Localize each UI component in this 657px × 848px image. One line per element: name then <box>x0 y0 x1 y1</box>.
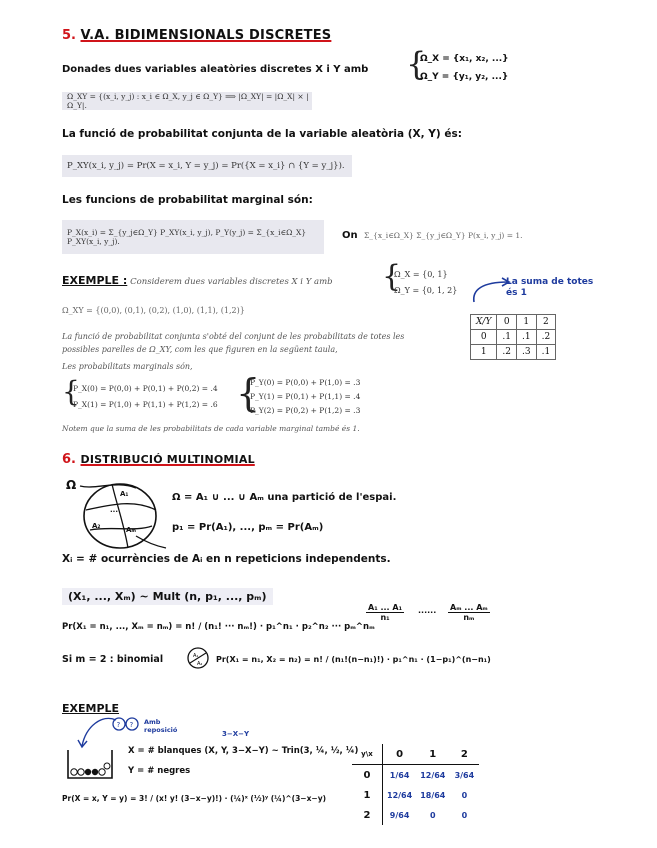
joint-prob-table <box>470 314 556 360</box>
marginal-box: P_X(x_i) = Σ_{y_j∈Ω_Y} P_XY(x_i, y_j), P_Y(y_j) = Σ_{x_i∈Ω_X} P_XY(x_i, y_j). <box>62 220 324 254</box>
binomial-sketch-icon <box>186 646 210 670</box>
table-cell: .1 <box>516 330 536 345</box>
table-row-label: 2 <box>352 805 383 825</box>
table-cell: .2 <box>497 345 517 360</box>
table-cell: 3/64 <box>454 770 475 780</box>
multinomial-pmf: Pr(X₁ = n₁, ..., Xₘ = nₘ) = n! / (n₁! ··· nₘ!) · p₁^n₁ · p₂^n₂ ··· pₘ^nₘ <box>62 622 375 632</box>
perm-dots: ...... <box>418 606 437 615</box>
marginal-title: Les funcions de probabilitat marginal són: <box>62 194 313 206</box>
paragraph-3: Notem que la suma de les probabilitats de cada variable marginal també és 1. <box>62 424 360 433</box>
exemple-line <box>62 274 333 287</box>
brace-line-2: Ω_Y = {y₁, y₂, ...} <box>420 72 509 82</box>
xi-definition: Xᵢ = # ocurrències de Aᵢ en n repeticions independents. <box>62 553 391 565</box>
marg-x-1: P_X(0) = P(0,0) + P(0,1) + P(0,2) = .4 <box>73 384 218 393</box>
marg-x-brace: { <box>62 375 80 408</box>
on-sum: Σ_{x_i∈Ω_X} Σ_{y_j∈Ω_Y} P(x_i, y_j) = 1. <box>364 231 523 240</box>
table-cell: 0 <box>471 330 497 345</box>
svg-text:?: ? <box>129 721 134 729</box>
table-cell: .3 <box>516 345 536 360</box>
marg-x-2: P_X(1) = P(1,0) + P(1,1) + P(1,2) = .6 <box>73 400 218 409</box>
joint-title: La funció de probabilitat conjunta de la variable aleatòria (X, Y) és: <box>62 128 462 140</box>
perm-den-2: nₘ <box>463 613 475 622</box>
table-header-cell: 0 <box>383 744 417 765</box>
three-minus-label: 3−X−Y <box>222 730 250 738</box>
sum-note: La suma de totes és 1 <box>506 277 594 298</box>
table-cell: 0 <box>461 810 468 820</box>
table-cell: .1 <box>497 330 517 345</box>
table-header-row <box>471 315 556 330</box>
trinomial-table <box>352 744 479 825</box>
svg-text:A₂: A₂ <box>197 661 203 667</box>
table-row-label: 0 <box>352 765 383 786</box>
table-cell: 0 <box>461 790 468 800</box>
paragraph-1: La funció de probabilitat conjunta s'obté del conjunt de les probabilitats de totes les possibles parelles de Ω_XY, com les que figuren en la següent taula, <box>62 332 405 354</box>
marg-y-brace: { <box>236 371 261 415</box>
table-header-cell: X/Y <box>471 315 497 330</box>
table-row-label: 1 <box>352 785 383 805</box>
binomial-formula: Pr(X₁ = n₁, X₂ = n₂) = n! / (n₁!(n−n₁)!) · p₁^n₁ · (1−p₁)^(n−n₁) <box>216 655 491 664</box>
table-row <box>352 765 479 786</box>
marg-y-3: P_Y(2) = P(0,2) + P(1,2) = .3 <box>250 406 361 415</box>
x-definition: X = # blanques (X, Y, 3−X−Y) ~ Trin(3, ¼, ½, ¼) <box>128 746 359 756</box>
table-cell: .2 <box>536 330 556 345</box>
probs-text: p₁ = Pr(A₁), ..., pₘ = Pr(Aₘ) <box>172 522 324 533</box>
table-header-cell: 1 <box>516 315 536 330</box>
exemple-label: EXEMPLE : <box>62 274 128 287</box>
table-cell: 0 <box>429 810 436 820</box>
venn-label-am: Aₘ <box>126 526 137 534</box>
paragraph-2: Les probabilitats marginals són, <box>62 362 193 371</box>
perm-group-1 <box>366 603 404 622</box>
exemple-6-label: EXEMPLE <box>62 702 120 715</box>
section-5-number: 5. <box>62 28 76 43</box>
example-brace: { <box>382 259 402 294</box>
venn-label-a1: A₁ <box>120 490 129 498</box>
urn-icon <box>62 716 118 782</box>
on-label: On <box>342 230 358 241</box>
table-header-cell: 1 <box>416 744 449 765</box>
section-6-number: 6. <box>62 452 76 467</box>
brace-omega: { <box>406 45 427 83</box>
example-pmf: Pr(X = x, Y = y) = 3! / (x! y! (3−x−y)!) · (¼)ˣ (½)ʸ (¼)^(3−x−y) <box>62 794 327 803</box>
omega-label: Ω <box>66 478 77 492</box>
table-header-row <box>352 744 479 765</box>
ex-brace-line-2: Ω_Y = {0, 1, 2} <box>394 286 458 295</box>
ex-brace-line-1: Ω_X = {0, 1} <box>394 270 448 279</box>
table-cell: 1 <box>471 345 497 360</box>
table-row <box>471 345 556 360</box>
joint-box: P_XY(x_i, y_j) = Pr(X = x_i, Y = y_j) = Pr({X = x_i} ∩ {Y = y_j}). <box>62 155 352 177</box>
table-row <box>352 785 479 805</box>
partition-text: Ω = A₁ ∪ ... ∪ Aₘ una partició de l'espai. <box>172 492 397 503</box>
urn-note: Amb reposició <box>144 718 178 734</box>
section-6-heading <box>62 452 255 467</box>
section-5-title: V.A. BIDIMENSIONALS DISCRETES <box>80 28 332 43</box>
perm-num-1: A₁ ... A₁ <box>368 603 403 612</box>
marg-y-2: P_Y(1) = P(0,1) + P(1,1) = .4 <box>250 392 361 401</box>
table-row <box>352 805 479 825</box>
section-5-heading <box>62 28 331 43</box>
multinomial-dist: (X₁, ..., Xₘ) ~ Mult (n, p₁, ..., pₘ) <box>62 588 273 605</box>
brace-line-1: Ω_X = {x₁, x₂, ...} <box>420 54 509 64</box>
table-cell: 12/64 <box>420 770 446 780</box>
table-cell: 12/64 <box>387 790 413 800</box>
draw-balls-icon <box>112 716 142 732</box>
perm-num-2: Aₘ ... Aₘ <box>450 603 488 612</box>
table-cell: 18/64 <box>420 790 446 800</box>
venn-label-dots: ... <box>110 506 118 514</box>
intro-text: Donades dues variables aleatòries discretes X i Y amb <box>62 64 369 75</box>
table-header-cell: 2 <box>449 744 479 765</box>
omega-xy-example: Ω_XY = {(0,0), (0,1), (0,2), (1,0), (1,1), (1,2)} <box>62 306 245 315</box>
table-cell: 1/64 <box>389 770 410 780</box>
table-cell: .1 <box>536 345 556 360</box>
perm-group-2 <box>448 603 490 622</box>
table-cell: 9/64 <box>389 810 410 820</box>
perm-den-1: n₁ <box>380 613 390 622</box>
svg-text:?: ? <box>116 721 121 729</box>
table-header-cell: y\x <box>352 744 383 765</box>
exemple-text: Considerem dues variables discretes X i Y amb <box>130 277 333 287</box>
section-6-title: DISTRIBUCIÓ MULTINOMIAL <box>80 453 255 466</box>
table-header-cell: 2 <box>536 315 556 330</box>
y-definition: Y = # negres <box>128 766 191 776</box>
partition-venn-icon <box>76 476 168 552</box>
omega-xy-box: Ω_XY = {(x_i, y_j) : x_i ∈ Ω_X, y_j ∈ Ω_Y} ⟹ |Ω_XY| = |Ω_X| × |Ω_Y|. <box>62 92 312 110</box>
binomial-label: Si m = 2 : binomial <box>62 654 164 665</box>
svg-text:A₁: A₁ <box>193 653 199 659</box>
marg-y-1: P_Y(0) = P(0,0) + P(1,0) = .3 <box>250 378 361 387</box>
table-header-cell: 0 <box>497 315 517 330</box>
venn-label-a2: A₂ <box>92 522 101 530</box>
table-row <box>471 330 556 345</box>
